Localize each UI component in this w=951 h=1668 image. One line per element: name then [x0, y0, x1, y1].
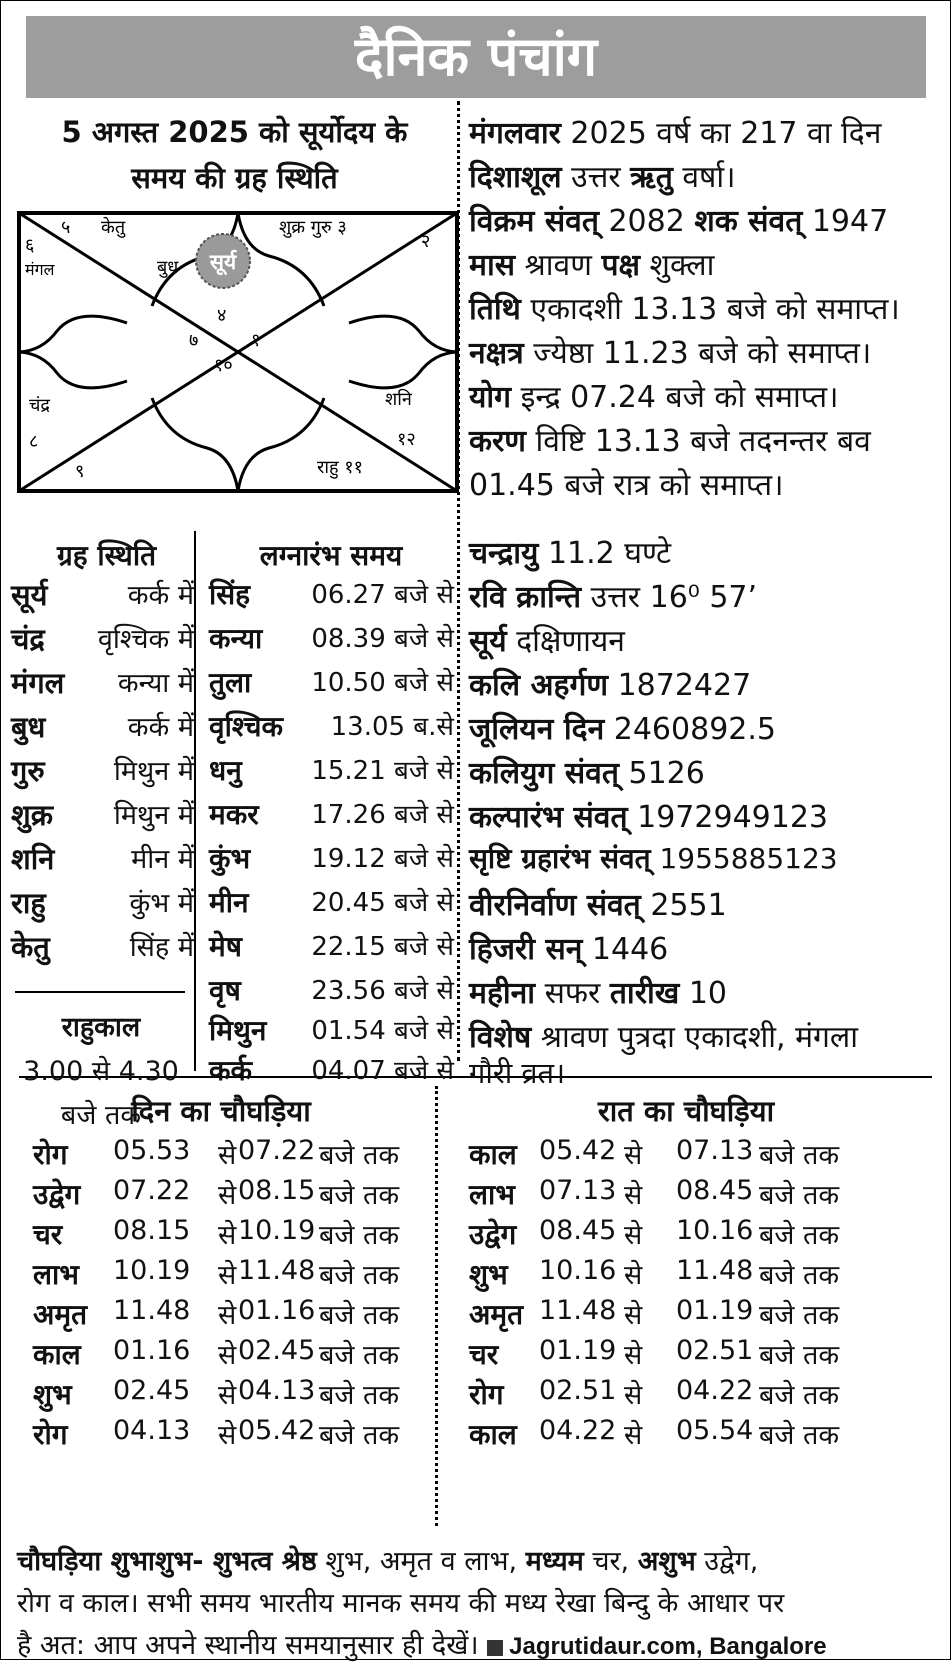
kundli-house-12: १२	[397, 429, 416, 450]
detail-row: दिशाशूल उत्तर ऋतु वर्षा।	[469, 160, 736, 195]
detail-row: मास श्रावण पक्ष शुक्ला	[469, 248, 715, 283]
kundli-ketu: केतु	[101, 217, 126, 238]
grah-row: सूर्य कर्क में	[11, 578, 194, 612]
panchang-page: दैनिक पंचांग 5 अगस्त 2025 को सूर्योदय के समय की ग्रह स्थिति सूर्य ५ केतु शुक्र गुरु ३ ६ मंगल बुध २ ४ ७ १ १० चंद्र ८ शनि १२ ९ राहु ११ मंगलवार 2025 वर्ष का 217 वा दिन दिशाशूल उत्तर ऋतु वर्षा। विक्रम संवत् 2082 शक संवत् 1947 मास श्रावण पक्ष शुक्ला तिथि एकादशी 13.13 बजे को समाप्त। नक्षत्र ज्येष्ठा 11.23 बजे को समाप्त। योग इन्द्र 07.24 बजे को समाप्त। करण विष्टि 13.13 बजे तदनन्तर बव 01.45 बजे रात्र को समाप्त। चन्द्रायु 11.2 घण्टे रवि क्रान्ति उत्तर 16⁰ 57’ सूर्य दक्षिणायन कलि अहर्गण 1872427 जूलियन दिन 2460892.5 कलियुग संवत् 5126 कल्पारंभ संवत् 1972949123 सृष्टि ग्रहारंभ संवत् 1955885123 वीरनिर्वाण संवत् 2551 हिजरी सन् 1446 महीना सफर तारीख 10 विशेष श्रावण पुत्रदा एकादशी, मंगला गौरी व्रत। ग्रह स्थिति सूर्य कर्क में चंद्र वृश्चिक में मंगल कन्या में बुध कर्क में गुरु मिथुन में शुक्र मिथुन में शनि मीन में राहु कुंभ में केतु सिंह में राहुकाल 3.00 से 4.30 बजे तक लग्नारंभ समय सिंह 06.27 बजे से कन्या 08.39 बजे से तुला 10.50 बजे से वृश्चिक 13.05 ब.से धनु 15.21 बजे से मकर 17.26 बजे से कुंभ 19.12 बजे से मीन 20.45 बजे से मेष 22.15 बजे से वृष 23.56 बजे से मिथुन 01.54 बजे से कर्क 04.07 बजे से दिन का चौघड़िया रोग 05.53 से 07.22 बजे तक उद्वेग 07.22 से 08.15 बजे तक चर 08.15 से 10.19 बजे तक लाभ 10.19 से 11.48 बजे तक अमृत 11.48 से 01.16 बजे तक काल 01.16 से 02.45 बजे तक शुभ 02.45 से 04.13 बजे तक रोग 04.13 से 05.42 बजे तक रात का चौघड़िया काल 05.42 से 07.13 बजे तक लाभ 07.13 से 08.45 बजे तक उद्वेग 08.45 से 10.16 बजे तक शुभ 10.16 से 11.48 बजे तक अमृत 11.48 से 01.19 बजे तक चर 01.19 से 02.51 बजे तक रोग 02.51 से 04.22 बजे तक काल 04.22 से 05.54 बजे तक चौघड़िया शुभाशुभ- शुभत्व श्रेष्ठ शुभ, अमृत व लाभ, मध्यम चर, अशुभ उद्वेग, रोग व काल। सभी समय भारतीय मानक समय की मध्य रेखा बिन्दु के आधार पर है अत: आप अपने स्थानीय समयानुसार ही देखें। Jagrutidaur.com, Bangalore	[0, 0, 951, 1660]
detail-row: तिथि एकादशी 13.13 बजे को समाप्त।	[469, 292, 900, 327]
kundli-house-8: ८	[29, 431, 39, 452]
kundli-house-11: राहु ११	[317, 457, 364, 478]
grah-row: बुध कर्क में	[11, 710, 194, 744]
kundli-title	[16, 109, 453, 201]
grah-row: गुरु मिथुन में	[11, 754, 194, 788]
lagna-row: तुला 10.50 बजे से	[209, 666, 454, 699]
detail-row: जूलियन दिन 2460892.5	[469, 712, 776, 747]
grah-lagna-divider	[194, 531, 196, 1071]
kundli-mangal: मंगल	[25, 260, 55, 279]
lagna-row: धनु 15.21 बजे से	[209, 754, 454, 787]
lagna-row: सिंह 06.27 बजे से	[209, 578, 454, 611]
detail-row: योग इन्द्र 07.24 बजे को समाप्त।	[469, 380, 839, 415]
grah-row: शुक्र मिथुन में	[11, 798, 194, 832]
footer-note	[17, 1541, 937, 1668]
kundli-house-1: १	[251, 330, 261, 351]
rahukaal-title: राहुकाल	[61, 1012, 141, 1043]
detail-row: करण विष्टि 13.13 बजे तदनन्तर बव	[469, 424, 871, 459]
grah-row: चंद्र वृश्चिक में	[11, 622, 194, 656]
lagna-row: कन्या 08.39 बजे से	[209, 622, 454, 655]
lagna-row: मकर 17.26 बजे से	[209, 798, 454, 831]
kundli-title-line2: समय की ग्रह स्थिति	[131, 161, 338, 195]
footer-line1: चौघड़िया शुभाशुभ- शुभत्व श्रेष्ठ शुभ, अमृत व लाभ, मध्यम चर, अशुभ उद्वेग,	[17, 1546, 759, 1577]
detail-row: हिजरी सन् 1446	[469, 932, 669, 967]
kundli-house-7: ७	[189, 330, 199, 351]
detail-row: सूर्य दक्षिणायन	[469, 624, 625, 659]
lagna-row: कुंभ 19.12 बजे से	[209, 842, 454, 875]
grah-row: राहु कुंभ में	[11, 886, 194, 920]
detail-row: कल्पारंभ संवत् 1972949123	[469, 800, 828, 835]
brand-credit: Jagrutidaur.com, Bangalore	[487, 1633, 826, 1660]
detail-row: कलियुग संवत् 5126	[469, 756, 705, 791]
square-icon	[487, 1640, 503, 1656]
kundli-chandra: चंद्र	[29, 395, 50, 416]
lagna-heading: लग्नारंभ समय	[259, 539, 403, 572]
detail-row: कलि अहर्गण 1872427	[469, 668, 752, 703]
day-chog-title: दिन का चौघड़िया	[131, 1094, 311, 1128]
detail-row: रवि क्रान्ति उत्तर 16⁰ 57’	[469, 580, 758, 615]
detail-row: विशेष श्रावण पुत्रदा एकादशी, मंगला	[469, 1020, 859, 1055]
detail-row: गौरी व्रत।	[469, 1056, 566, 1090]
kundli-house-2: २	[421, 231, 431, 252]
detail-row: वीरनिर्वाण संवत् 2551	[469, 888, 727, 923]
night-chog-title: रात का चौघड़िया	[597, 1094, 775, 1128]
footer-line2: रोग व काल। सभी समय भारतीय मानक समय की मध्य रेखा बिन्दु के आधार पर	[17, 1588, 785, 1619]
kundli-house-10: १०	[214, 355, 233, 376]
lagna-row: कर्क 04.07 बजे से	[209, 1054, 454, 1087]
grah-row: शनि मीन में	[11, 842, 194, 876]
grah-row: मंगल कन्या में	[11, 666, 194, 700]
kundli-title-line1: 5 अगस्त 2025 को सूर्योदय के	[61, 115, 408, 149]
kundli-house-9: ९	[75, 461, 85, 482]
grah-row: केतु सिंह में	[11, 930, 194, 964]
kundli-budh: बुध	[157, 257, 179, 278]
kundli-sun: सूर्य	[209, 250, 237, 274]
lagna-row: वृश्चिक 13.05 ब.से	[209, 710, 454, 743]
rahukaal-suffix: बजे तक	[60, 1100, 142, 1131]
detail-row: नक्षत्र ज्येष्ठा 11.23 बजे को समाप्त।	[469, 336, 872, 371]
detail-row: सृष्टि ग्रहारंभ संवत् 1955885123	[469, 842, 838, 875]
rahu-divider	[15, 991, 185, 993]
footer-line3: है अत: आप अपने स्थानीय समयानुसार ही देखें। Jagrutidaur.com, Bangalore	[17, 1630, 827, 1661]
kundli-house-6: ६	[25, 235, 35, 256]
detail-row: महीना सफर तारीख 10	[469, 976, 727, 1011]
rahukaal-time: 3.00 से 4.30	[23, 1056, 179, 1087]
grah-heading: ग्रह स्थिति	[56, 539, 157, 572]
kundli-shani: शनि	[385, 389, 412, 410]
detail-row: मंगलवार 2025 वर्ष का 217 वा दिन	[469, 116, 882, 151]
page-title: दैनिक पंचांग	[26, 16, 926, 98]
detail-row: 01.45 बजे रात्र को समाप्त।	[469, 468, 784, 503]
detail-row: विक्रम संवत् 2082 शक संवत् 1947	[469, 204, 889, 239]
kundli-chart	[17, 211, 459, 511]
lagna-row: मीन 20.45 बजे से	[209, 886, 454, 919]
kundli-svg	[17, 211, 459, 511]
center-divider-bottom	[435, 1086, 438, 1526]
lagna-row: मिथुन 01.54 बजे से	[209, 1014, 454, 1047]
detail-row: चन्द्रायु 11.2 घण्टे	[469, 536, 672, 571]
lagna-row: मेष 22.15 बजे से	[209, 930, 454, 963]
kundli-house-5: ५	[61, 217, 71, 238]
kundli-house-4: ४	[217, 305, 227, 326]
kundli-house-3: शुक्र गुरु ३	[279, 217, 347, 238]
lagna-row: वृष 23.56 बजे से	[209, 974, 454, 1007]
